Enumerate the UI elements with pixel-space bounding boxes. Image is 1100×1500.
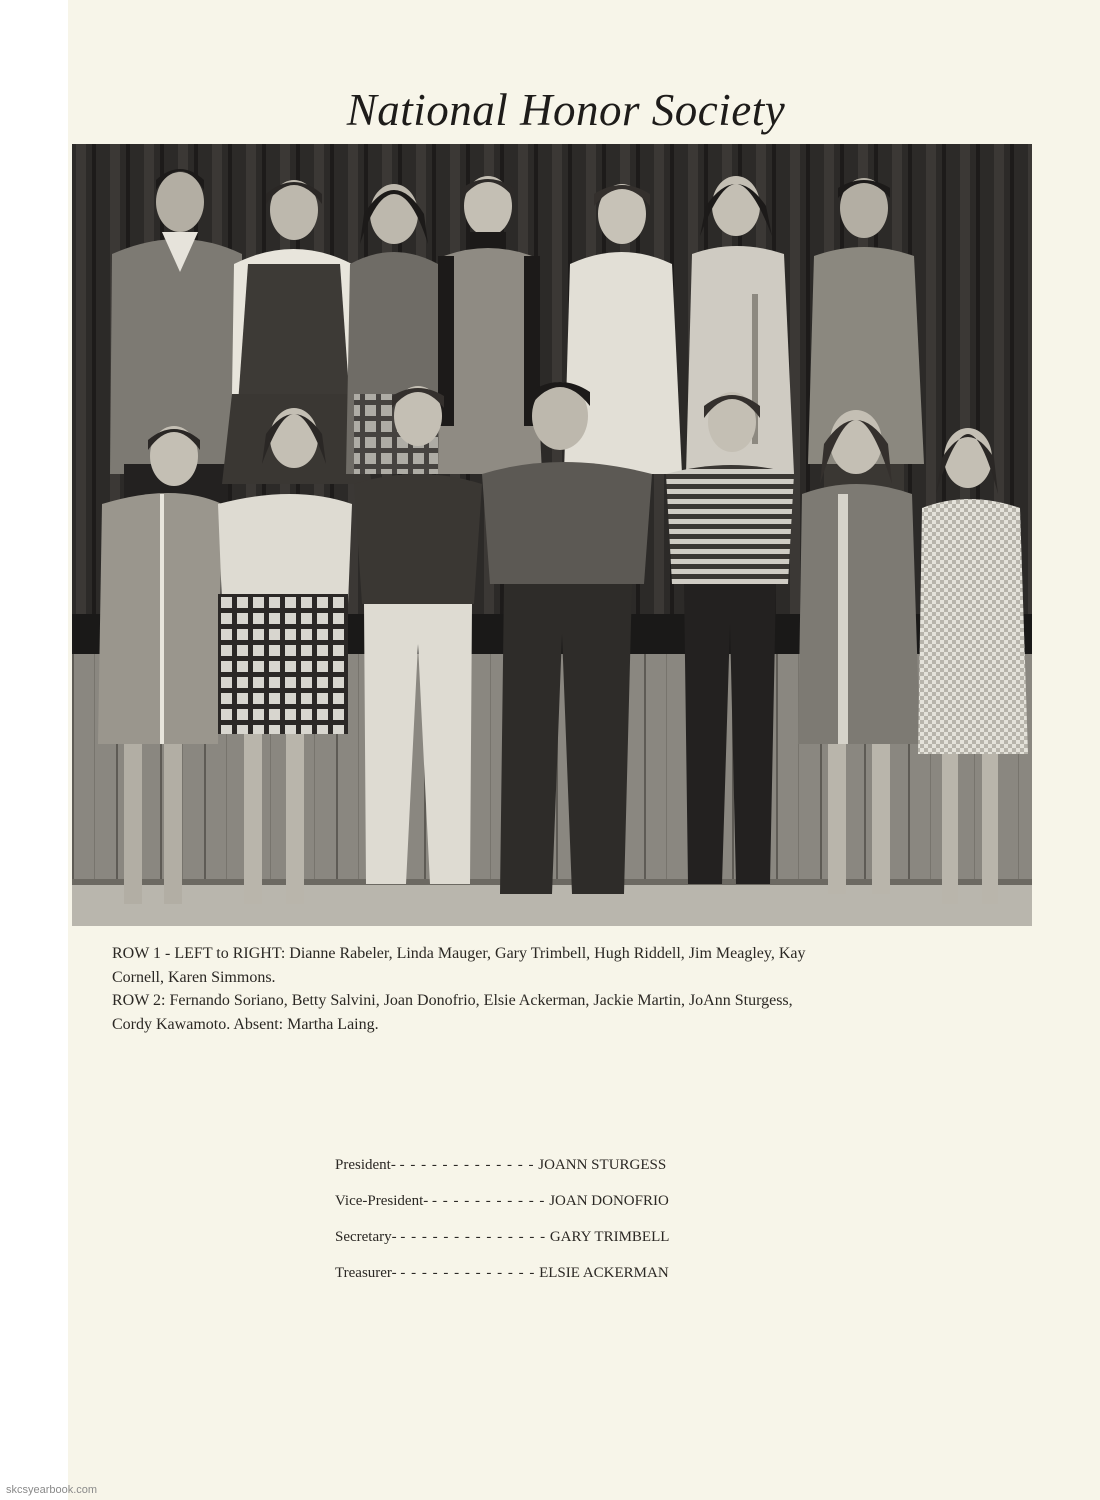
page-title: National Honor Society [346, 85, 786, 135]
caption-row1-line1: ROW 1 - LEFT to RIGHT: Dianne Rabeler, Linda Mauger, Gary Trimbell, Hugh Riddell, Jim Meagley, Kay [112, 945, 806, 962]
officer-row-secretary [335, 1229, 855, 1265]
officer-dashes: - - - - - - - - - - - - - [399, 1157, 535, 1173]
site-watermark: skcsyearbook.com [6, 1484, 98, 1496]
photo-caption [112, 942, 1012, 1036]
group-photo-illustration [72, 144, 1032, 926]
officer-dashes: - - - - - - - - - - - - - [400, 1265, 536, 1281]
officer-role: Secretary- [335, 1229, 397, 1245]
officer-name: GARY TRIMBELL [549, 1229, 670, 1245]
officer-role: Vice-President- [335, 1193, 429, 1209]
caption-row2-line2: Cordy Kawamoto. Absent: Martha Laing. [112, 1015, 379, 1033]
officer-role: Treasurer- [335, 1265, 397, 1281]
officer-row-president [335, 1157, 855, 1193]
scan-margin [0, 0, 68, 1500]
officer-row-vice-president [335, 1193, 855, 1229]
officer-name: ELSIE ACKERMAN [539, 1265, 669, 1281]
group-photo [72, 144, 1032, 926]
officer-name: JOANN STURGESS [538, 1157, 667, 1173]
officer-dashes: - - - - - - - - - - - [431, 1193, 546, 1209]
caption-row1-line2: Cornell, Karen Simmons. [112, 968, 276, 986]
officer-dashes: - - - - - - - - - - - - - - [400, 1229, 547, 1245]
officers-list [335, 1157, 855, 1301]
caption-row2-line1: ROW 2: Fernando Soriano, Betty Salvini, Joan Donofrio, Elsie Ackerman, Jackie Martin, JoAnn Sturgess, [112, 992, 793, 1009]
officer-row-treasurer [335, 1265, 855, 1301]
officer-name: JOAN DONOFRIO [549, 1193, 669, 1209]
officer-role: President- [335, 1157, 396, 1173]
